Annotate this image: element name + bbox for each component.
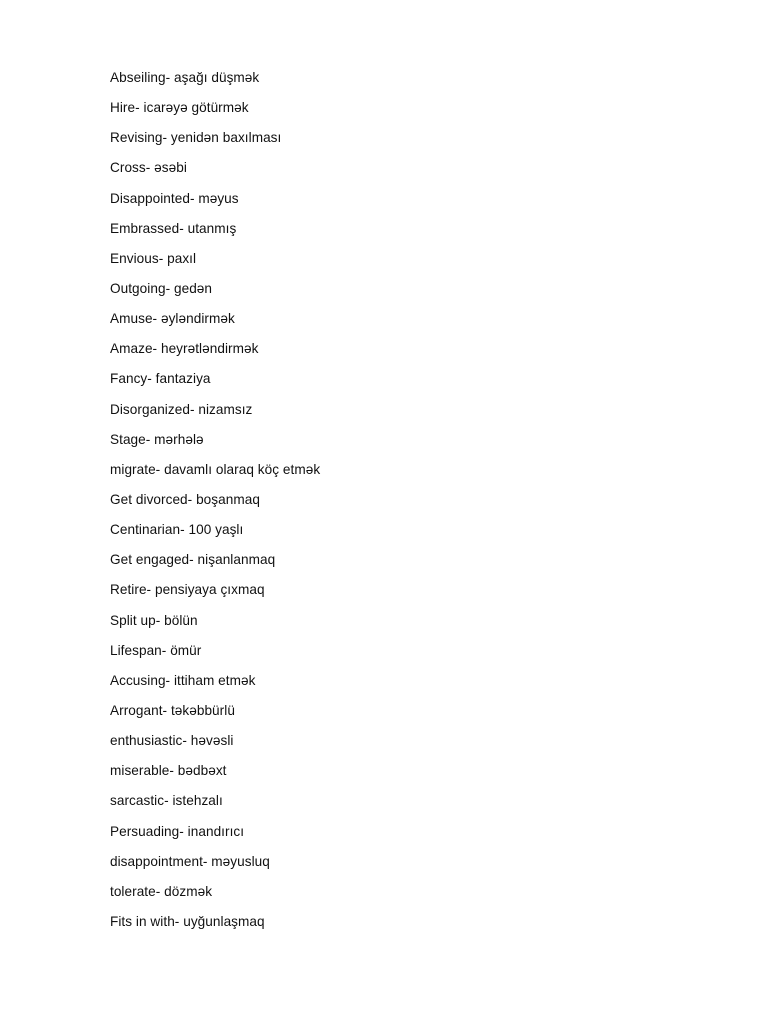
vocabulary-line: Envious- paxıl (110, 250, 197, 266)
vocabulary-line: Revising- yenidən baxılması (110, 130, 282, 146)
vocabulary-line: Embrassed- utanmış (110, 220, 237, 236)
vocabulary-line: Disappointed- məyus (110, 190, 239, 206)
vocabulary-line: migrate- davamlı olaraq köç etmək (110, 461, 321, 477)
vocabulary-list (110, 68, 320, 942)
vocabulary-line: Stage- mərhələ (110, 431, 204, 447)
vocabulary-line: Get engaged- nişanlanmaq (110, 552, 276, 568)
vocabulary-line: Abseiling- aşağı düşmək (110, 70, 260, 85)
vocabulary-line: Amaze- heyrətləndirmək (110, 341, 259, 357)
vocabulary-line: Arrogant- təkəbbürlü (110, 702, 235, 718)
vocabulary-line: Cross- əsəbi (110, 160, 187, 176)
vocabulary-line: Split up- bölün (110, 612, 198, 628)
vocabulary-line: enthusiastic- həvəsli (110, 733, 234, 749)
vocabulary-line: Fits in with- uyğunlaşmaq (110, 913, 265, 929)
vocabulary-line: Retire- pensiyaya çıxmaq (110, 582, 265, 598)
vocabulary-line: Lifespan- ömür (110, 642, 202, 658)
vocabulary-line: sarcastic- istehzalı (110, 793, 223, 809)
vocabulary-line: Accusing- ittiham etmək (110, 672, 256, 688)
vocabulary-line: Fancy- fantaziya (110, 371, 211, 387)
vocabulary-line: Outgoing- gedən (110, 280, 213, 296)
vocabulary-line: Persuading- inandırıcı (110, 823, 245, 839)
vocabulary-line: Hire- icarəyə götürmək (110, 100, 249, 116)
vocabulary-line: Centinarian- 100 yaşlı (110, 522, 244, 538)
vocabulary-line: Disorganized- nizamsız (110, 401, 253, 417)
vocabulary-line: Amuse- əyləndirmək (110, 311, 235, 327)
vocabulary-line: tolerate- dözmək (110, 883, 213, 899)
vocabulary-line: miserable- bədbəxt (110, 763, 227, 779)
vocabulary-line: Get divorced- boşanmaq (110, 491, 260, 507)
vocabulary-line: disappointment- məyusluq (110, 853, 270, 869)
